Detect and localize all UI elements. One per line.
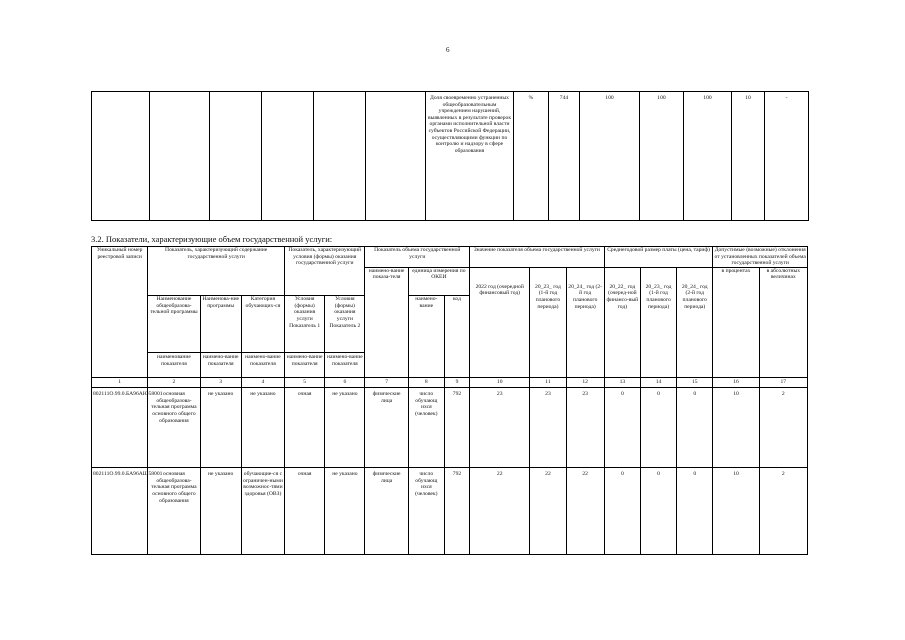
content-group-header: Показатель, характеризующий содержание государственной услуги — [148, 247, 285, 268]
value-2023-cell: 100 — [640, 92, 684, 221]
year-2023-header: 20_23_ год (1-й год планового периода) — [530, 267, 566, 378]
deviation-absolute-header: в абсолютных величинах — [759, 267, 807, 378]
subheader-category: наимено-вание показателя — [241, 353, 284, 378]
quality-indicator-table-continuation — [91, 91, 809, 221]
volume-indicator-table — [91, 246, 808, 555]
table-row: 802111О.99.0.БА96АШ58001 основная общеобразова-тельная программа основного общего образования не указано обучающие-ся с ограничен-ными возможнос-тями здоровья (ОВЗ) очная не указано физические лица число обучающ ихся (человек) 792 22 22 22 0 0 0 10 2 — [92, 468, 808, 555]
table-row: 802111О.99.0.БА96АЮ58001 основная общеобразова-тельная программа основного общего образования не указано не указано очная не указано физические лица число обучающ ихся (человек) 792 23 23 23 0 0 0 10 2 — [92, 388, 808, 468]
year-2024-header: 20_24_ год (2-й год планового периода) — [566, 267, 604, 378]
year-2022-header: 2022 год (очередной финансовый год) — [470, 267, 530, 378]
conditions-group-header: Показатель, характеризующий условия (формы) оказания государственной услуги — [285, 247, 365, 268]
okei-code-cell: 744 — [549, 92, 580, 221]
subheader-condition-1: наимено-вание показателя — [285, 353, 325, 378]
price-2024-header: 20_24_ год (2-й год планового периода) — [677, 267, 713, 378]
table-row — [92, 92, 809, 221]
value-2022-cell: 100 — [580, 92, 640, 221]
student-category-header: Категория обучающих-ся — [241, 296, 284, 353]
okei-header: единица измерения по ОКЕИ — [408, 267, 469, 296]
subheader-condition-2: наимено-вание показателя — [325, 353, 365, 378]
price-group-header: Среднегодовой размер платы (цена, тариф) — [604, 247, 713, 268]
volume-name-header: наимено-вание показа-теля — [365, 267, 408, 378]
okei-code-header: код — [444, 296, 469, 378]
program-header: Наименова-ние программы — [200, 296, 241, 353]
subheader-program: наимено-вание показателя — [200, 353, 241, 378]
value-2024-cell: 100 — [684, 92, 732, 221]
price-2022-header: 20_22_ год (очеред-ной финансо-вый год) — [604, 267, 640, 378]
deviation-percent-header: в процентах — [713, 267, 759, 378]
registry-header: Уникальный номер реестровой записи — [92, 247, 148, 378]
okei-name-header: наимено-вание — [408, 296, 444, 378]
value-group-header: Значение показателя объема государственной услуги — [470, 247, 605, 268]
subheader-name: наименование показателя — [148, 353, 200, 378]
deviation-absolute-cell: - — [765, 92, 809, 221]
price-2023-header: 20_23_ год (1-й год планового периода) — [640, 267, 676, 378]
deviation-group-header: Допустимые (возможные) отклонения от установленных показателей объема государственной услуги — [714, 247, 806, 267]
program-name-header: Наименование общеобразова-тельной программы — [148, 296, 200, 353]
indicator-name-cell: Доля своевременно устраненных общеобразовательным учреждением нарушений, выявленных в результате проверок органами исполнительной власти субъектов Российской Федерации, осуществляющими функции по контролю и надзору в сфере образования — [426, 92, 514, 221]
section-title: 3.2. Показатели, характеризующие объем государственной услуги: — [91, 234, 333, 244]
page-number: 6 — [446, 46, 450, 54]
condition-2-header: Условия (формы) оказания услуги Показатель 2 — [325, 296, 365, 353]
header-row-2 — [92, 267, 808, 296]
volume-group-header: Показатель объема государственной услуги — [365, 247, 470, 268]
condition-1-header: Условия (формы) оказания услуги Показатель 1 — [285, 296, 325, 353]
column-numbers-row: 1 2 3 4 5 6 7 8 9 10 11 12 13 14 15 16 17 — [92, 378, 808, 388]
header-row-1 — [92, 247, 808, 268]
unit-cell: % — [514, 92, 549, 221]
deviation-percent-cell: 10 — [732, 92, 765, 221]
